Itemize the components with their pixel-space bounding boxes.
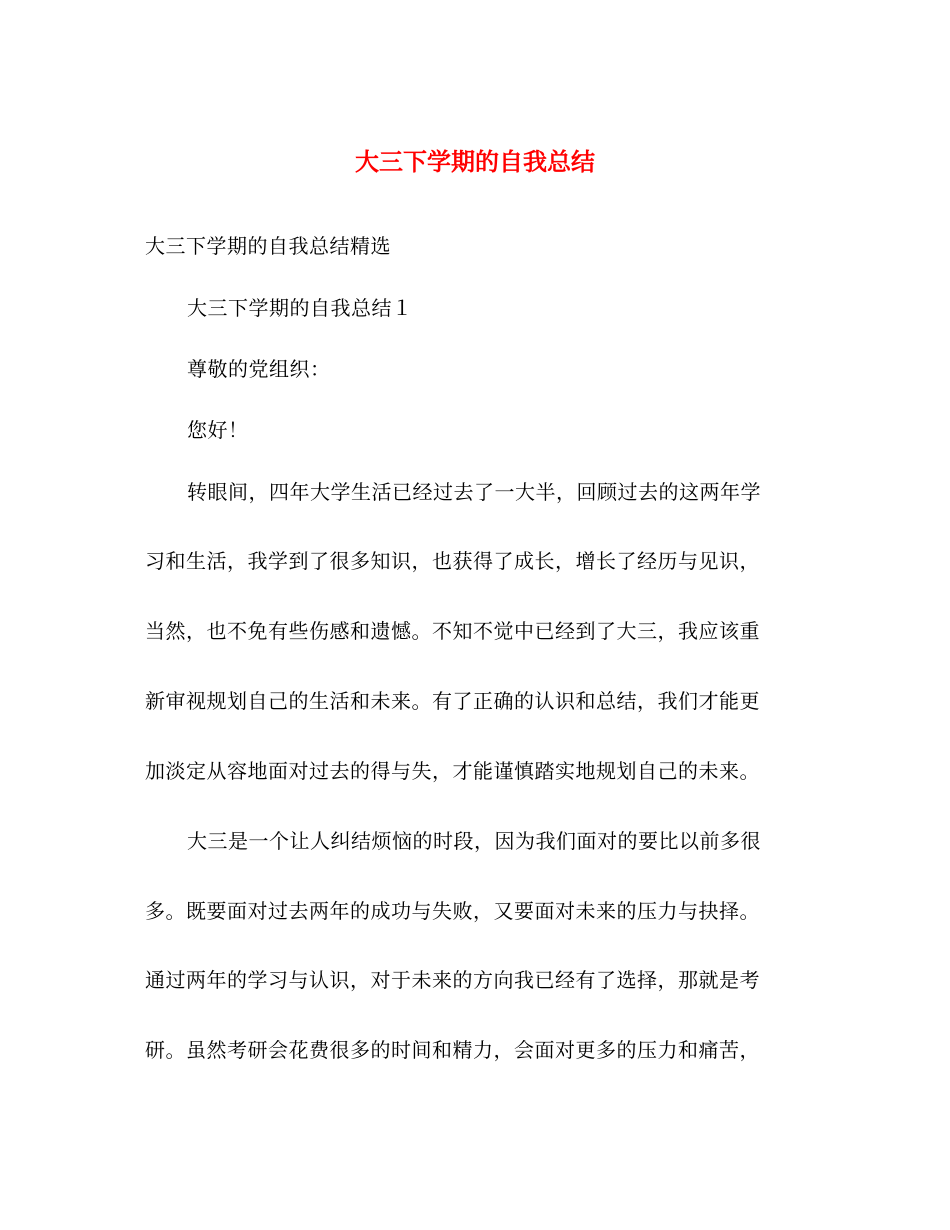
paragraph-line: 多。既要面对过去两年的成功与失败，又要面对未来的压力与抉择。 — [145, 899, 760, 923]
salutation: 尊敬的党组织： — [187, 357, 331, 381]
paragraph-line: 研。虽然考研会花费很多的时间和精力，会面对更多的压力和痛苦， — [145, 1038, 760, 1062]
document-title: 大三下学期的自我总结 — [355, 148, 595, 176]
paragraph-line: 通过两年的学习与认识，对于未来的方向我已经有了选择，那就是考 — [145, 968, 760, 992]
paragraph-line: 转眼间，四年大学生活已经过去了一大半，回顾过去的这两年学 — [187, 480, 761, 504]
paragraph-line: 大三是一个让人纠结烦恼的时段，因为我们面对的要比以前多很 — [187, 829, 761, 853]
document-subtitle: 大三下学期的自我总结精选 — [145, 234, 391, 258]
paragraph-line: 当然，也不免有些伤感和遗憾。不知不觉中已经到了大三，我应该重 — [145, 619, 760, 643]
paragraph-line: 习和生活，我学到了很多知识，也获得了成长，增长了经历与见识， — [145, 549, 760, 573]
greeting: 您好！ — [187, 418, 249, 442]
paragraph-line: 新审视规划自己的生活和未来。有了正确的认识和总结，我们才能更 — [145, 689, 760, 713]
section-heading: 大三下学期的自我总结１ — [187, 296, 413, 320]
paragraph-line: 加淡定从容地面对过去的得与失，才能谨慎踏实地规划自己的未来。 — [145, 759, 760, 783]
